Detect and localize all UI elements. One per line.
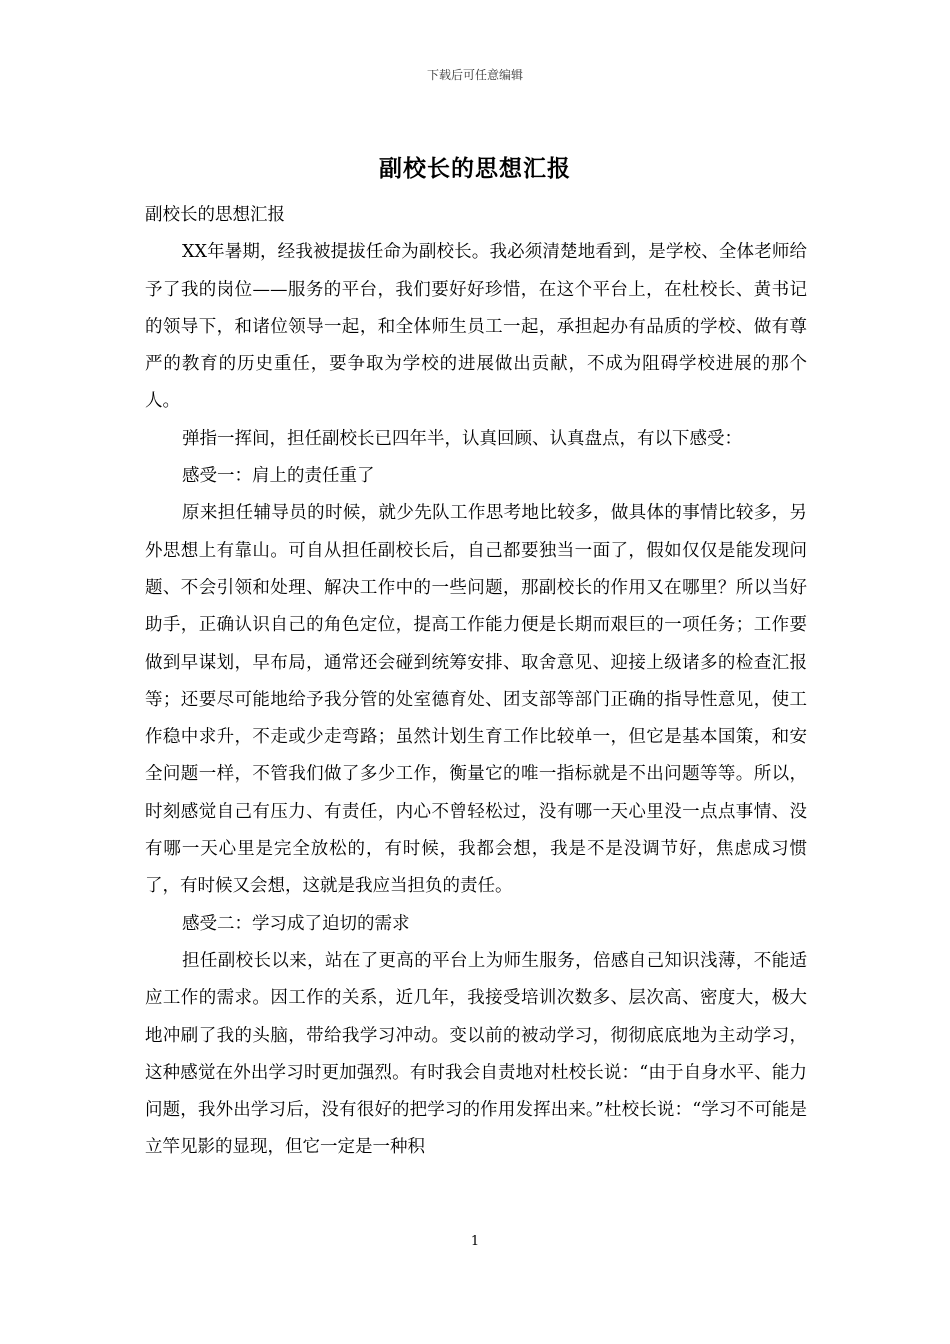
page-number: 1 xyxy=(470,1234,480,1249)
section-heading-feeling-one: 感受一：肩上的责任重了 xyxy=(182,466,375,487)
section-heading-feeling-two: 感受二：学习成了迫切的需求 xyxy=(182,913,410,934)
paragraph-feeling-one: 原来担任辅导员的时候，就少先队工作思考地比较多，做具体的事情比较多，另外思想上有靠山。可自从担任副校长后，自己都要独当一面了，假如仅仅是能发现问题、不会引领和处理、解决工作中的一些问题，那副校长的作用又在哪里？所以当好助手，正确认识自己的角色定位，提高工作能力便是长期而艰巨的一项任务；工作要做到早谋划，早布局，通常还会碰到统筹安排、取舍意见、迎接上级诸多的检查汇报等；还要尽可能地给予我分管的处室德育处、团支部等部门正确的指导性意见，使工作稳中求升，不走或少走弯路；虽然计划生育工作比较单一，但它是基本国策，和安全问题一样，不管我们做了多少工作，衡量它的唯一指标就是不出问题等等。所以，时刻感觉自己有压力、有责任，内心不曾轻松过，没有哪一天心里没一点点事情、没有哪一天心里是完全放松的，有时候，我都会想，我是不是没调节好，焦虑成习惯了，有时候又会想，这就是我应当担负的责任。 xyxy=(145,503,807,897)
document-title: 副校长的思想汇报 xyxy=(379,155,571,182)
document-subtitle: 副校长的思想汇报 xyxy=(145,205,285,225)
document-body xyxy=(145,197,807,1167)
page-header-note: 下载后可任意编辑 xyxy=(426,68,523,82)
paragraph-review: 弹指一挥间，担任副校长已四年半，认真回顾、认真盘点，有以下感受： xyxy=(182,428,742,449)
paragraph-feeling-two: 担任副校长以来，站在了更高的平台上为师生服务，倍感自己知识浅薄，不能适应工作的需求。因工作的关系，近几年，我接受培训次数多、层次高、密度大，极大地冲刷了我的头脑，带给我学习冲动。变以前的被动学习，彻彻底底地为主动学习，这种感觉在外出学习时更加强烈。有时我会自责地对杜校长说：“由于自身水平、能力问题，我外出学习后，没有很好的把学习的作用发挥出来。”杜校长说：“学习不可能是立竿见影的显现，但它一定是一种积 xyxy=(145,950,807,1158)
paragraph-intro: XX年暑期，经我被提拔任命为副校长。我必须清楚地看到，是学校、全体老师给予了我的岗位——服务的平台，我们要好好珍惜，在这个平台上，在杜校长、黄书记的领导下，和诸位领导一起，和全体师生员工一起，承担起办有品质的学校、做有尊严的教育的历史重任，要争取为学校的进展做出贡献，不成为阻碍学校进展的那个人。 xyxy=(145,242,807,412)
